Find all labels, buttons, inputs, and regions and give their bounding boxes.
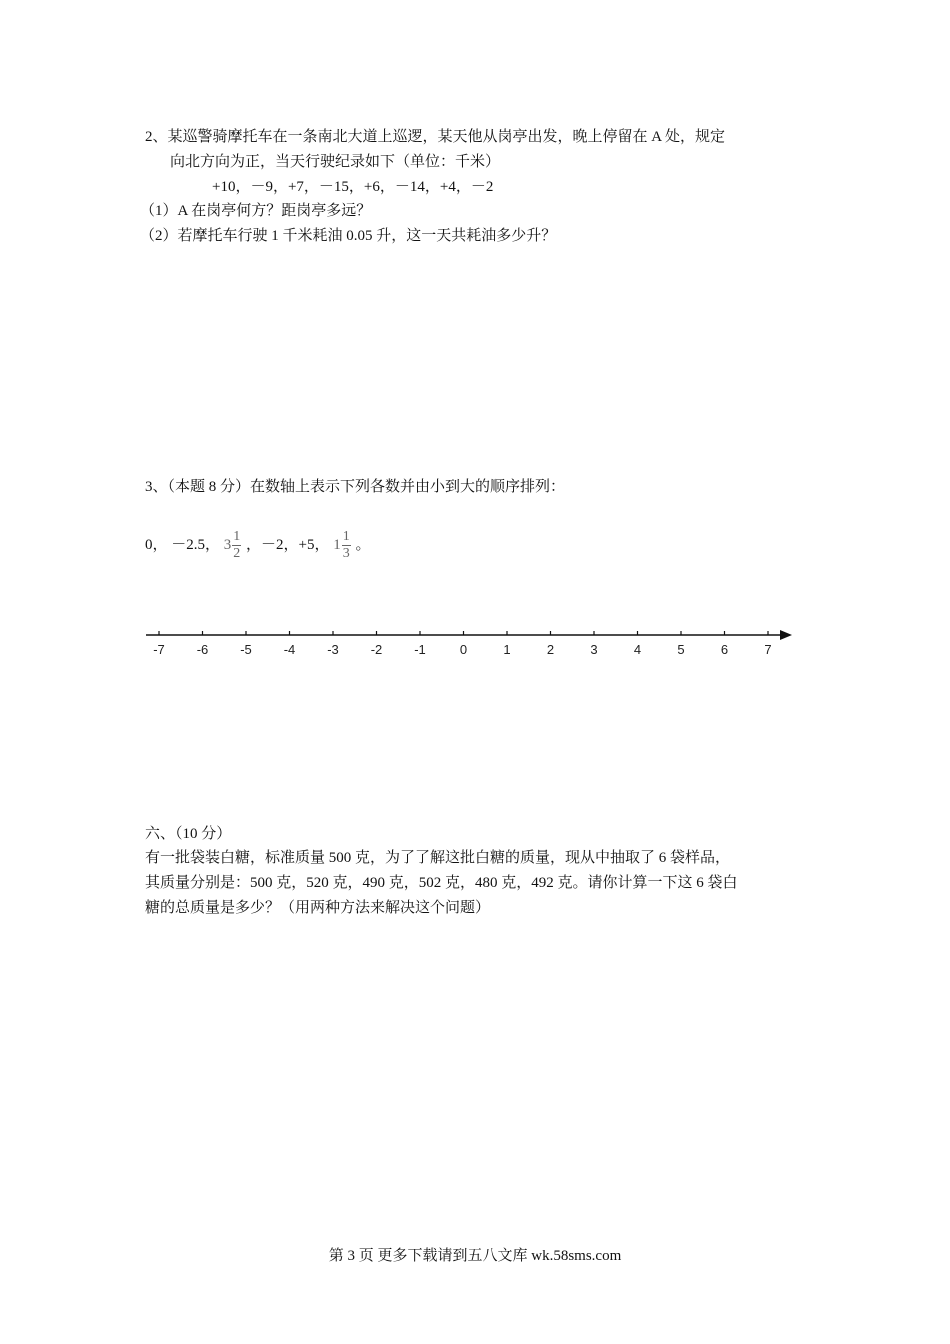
- number-line-tick-label: -4: [283, 642, 296, 657]
- number-line-tick-label: -1: [414, 642, 426, 657]
- number-line-tick-label: 2: [546, 642, 555, 657]
- q6-line-1: 有一批袋装白糖，标准质量 500 克，为了了解这批白糖的质量，现从中抽取了 6 袋样品，: [145, 850, 731, 866]
- q6-title: 六、（10 分）: [145, 826, 232, 842]
- fraction-numerator: 1: [233, 529, 241, 545]
- number-line-tick-label: 1: [503, 642, 511, 657]
- number-line-tick-label: 0: [459, 642, 468, 657]
- number-line-tick-label: 6: [720, 642, 729, 657]
- q6-line-3: 糖的总质量是多少？（用两种方法来解决这个问题）: [145, 900, 491, 916]
- number-line-tick-label: 7: [764, 642, 772, 657]
- q3-end-mark: 。: [355, 537, 371, 553]
- number-line-tick-label: 3: [590, 642, 598, 657]
- number-line-tick-label: 4: [633, 642, 642, 657]
- mixed-whole: 3: [223, 537, 232, 553]
- q2-line-2: 向北方向为正，当天行驶纪录如下（单位：千米）: [170, 154, 501, 170]
- q3-number-neg-2-5: －2.5，: [171, 537, 221, 553]
- fraction-denominator: 2: [233, 546, 241, 562]
- q3-mixed-number-3-1-2: [223, 529, 243, 562]
- q2-subquestion-2: （2）若摩托车行驶 1 千米耗油 0.05 升，这一天共耗油多少升？: [140, 228, 557, 244]
- number-line: [140, 622, 800, 672]
- number-line-tick-label: -5: [240, 642, 252, 657]
- q3-title: 3、（本题 8 分）在数轴上表示下列各数并由小到大的顺序排列：: [145, 479, 566, 495]
- fraction-denominator: 3: [342, 546, 350, 562]
- number-line-tick-label: -2: [370, 642, 383, 657]
- q6-line-2: 其质量分别是：500 克，520 克，490 克，502 克，480 克，492 克。请你计算一下这 6 袋白: [145, 875, 738, 891]
- q2-subquestion-1: （1）A 在岗亭何方？距岗亭多远？: [140, 203, 372, 219]
- number-line-tick-label: -3: [327, 642, 339, 657]
- fraction: [342, 529, 351, 562]
- number-line-svg: [140, 622, 800, 672]
- q3-number-list: [145, 528, 371, 562]
- q2-line-1: 2、某巡警骑摩托车在一条南北大道上巡逻，某天他从岗亭出发，晚上停留在 A 处，规定: [145, 129, 726, 145]
- number-line-tick-label: 5: [677, 642, 685, 657]
- page-footer: 第 3 页 更多下载请到五八文库 wk.58sms.com: [328, 1248, 622, 1264]
- fraction: [232, 529, 241, 562]
- number-line-arrow-icon: [780, 630, 792, 640]
- q2-record-values: +10，－9，+7，－15，+6，－14，+4，－2: [212, 179, 494, 195]
- fraction-numerator: 1: [342, 529, 350, 545]
- q3-mixed-number-1-1-3: [333, 529, 352, 562]
- q3-numbers-middle: ，－2，+5，: [246, 537, 330, 553]
- number-line-tick-label: -6: [196, 642, 209, 657]
- q3-number-0: 0，: [145, 537, 168, 553]
- mixed-whole: 1: [333, 537, 341, 553]
- number-line-tick-label: -7: [153, 642, 165, 657]
